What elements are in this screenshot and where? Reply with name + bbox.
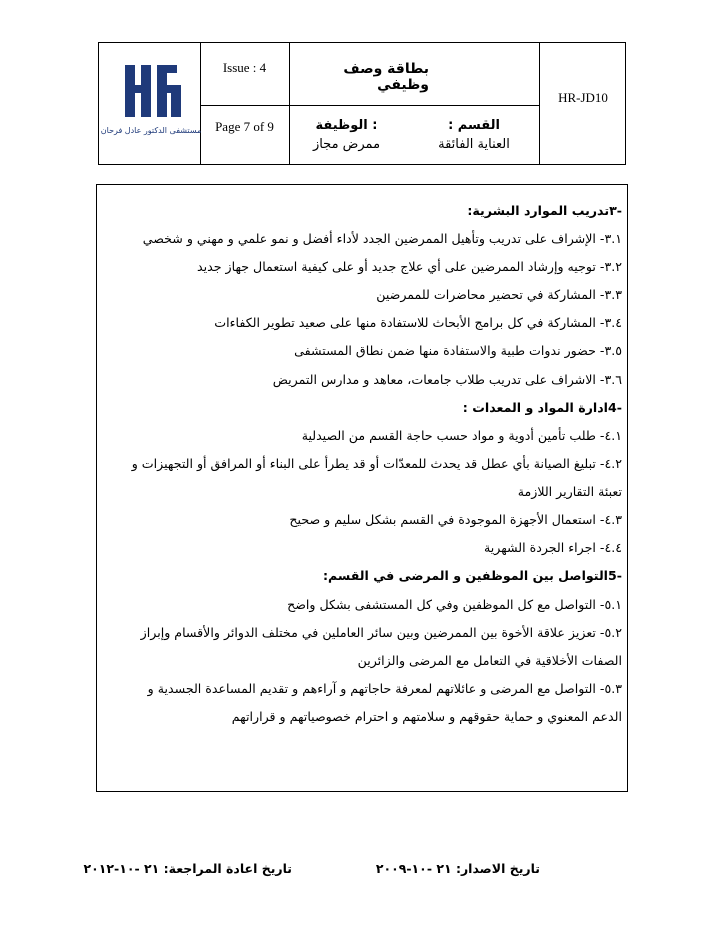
list-item: ٤.٢- تبليغ الصيانة بأي عطل قد يحدث للمعدّات أو قد يطرأ على البناء أو المرافق أو التجهيزات و xyxy=(131,456,622,471)
list-item: ٤.٤- اجراء الجردة الشهرية xyxy=(484,540,622,555)
list-item: الصفات الأخلاقية في التعامل مع المرضى والزائرين xyxy=(357,653,622,668)
list-item: الدعم المعنوي و حماية حقوقهم و سلامتهم و احترام خصوصياتهم و قراراتهم xyxy=(231,709,622,724)
list-item: ٣.٦- الاشراف على تدريب طلاب جامعات، معاهد و مدارس التمريض xyxy=(272,372,622,387)
job-title: ممرض مجاز xyxy=(312,137,381,152)
list-item: ٤.١- طلب تأمين أدوية و مواد حسب حاجة القسم من الصيدلية xyxy=(301,428,622,443)
review-date: تاريخ اعادة المراجعة: ٢١ -١٠-٢٠١٢ xyxy=(83,861,292,876)
list-item: ٥.٢- تعزيز علاقة الأخوة بين الممرضين وبين سائر العاملين في مختلف الدوائر والأقسام وإبراز xyxy=(140,625,622,640)
header-table xyxy=(98,42,626,165)
section-heading: -4ادارة المواد و المعدات : xyxy=(462,400,622,415)
list-item: ٣.٤- المشاركة في كل برامج الأبحاث للاستفادة منها على صعيد تطوير الكفاءات xyxy=(214,315,622,330)
svg-text:مستشفى الدكتور عادل فرحان: مستشفى الدكتور عادل فرحان xyxy=(100,126,202,135)
list-item: ٤.٣- استعمال الأجهزة الموجودة في القسم بشكل سليم و صحيح xyxy=(289,512,622,527)
list-item: ٣.١- الإشراف على تدريب وتأهيل الممرضين الجدد لأداء أفضل و نمو علمي و مهني و شخصي xyxy=(142,231,622,246)
section-heading: -5التواصل بين الموظفين و المرضى في القسم: xyxy=(323,568,622,583)
hospital-logo xyxy=(100,59,202,145)
document-code: HR-JD10 xyxy=(558,90,608,105)
issue-date: تاريخ الاصدار: ٢١ -١٠-٢٠٠٩ xyxy=(375,861,540,876)
list-item: ٥.١- التواصل مع كل الموظفين وفي كل المستشفى بشكل واضح xyxy=(287,597,622,612)
department-label: القسم : xyxy=(448,118,500,133)
section-heading: -٣تدريب الموارد البشرية: xyxy=(467,203,622,218)
department-name: العناية الفائقة xyxy=(438,137,510,152)
list-item: ٣.٥- حضور ندوات طبية والاستفادة منها ضمن نطاق المستشفى xyxy=(294,343,622,358)
list-item: ٣.٣- المشاركة في تحضير محاضرات للممرضين xyxy=(376,287,622,302)
list-item: تعبئة التقارير اللازمة xyxy=(517,484,622,499)
list-item: ٣.٢- توجيه وإرشاد الممرضين على أي علاج جديد أو على كيفية استعمال جهاز جديد xyxy=(197,259,622,274)
job-label: : الوظيفة xyxy=(315,118,378,133)
list-item: ٥.٣- التواصل مع المرضى و عائلاتهم لمعرفة حاجاتهم و آراءهم و تقديم المساعدة الجسدية و xyxy=(147,681,622,696)
document-title: بطاقة وصف وظيفي xyxy=(343,61,429,93)
page-number: Page 7 of 9 xyxy=(215,119,274,134)
issue-number: Issue : 4 xyxy=(222,60,267,75)
